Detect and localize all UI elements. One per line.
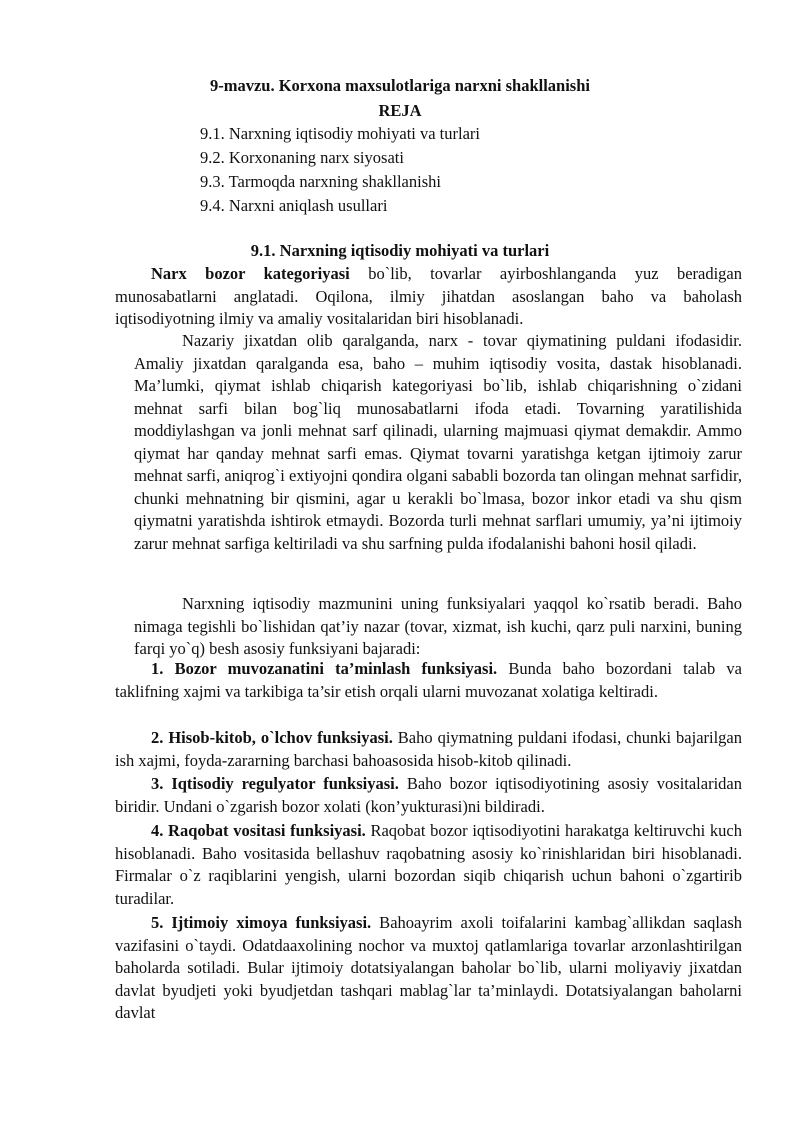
function-title: 2. Hisob-kitob, o`lchov funksiyasi. xyxy=(151,728,393,747)
term-bold: Narx bozor kategoriyasi xyxy=(151,264,350,283)
plan-item: 9.2. Korxonaning narx siyosati xyxy=(200,148,404,167)
plan-heading: REJA xyxy=(378,101,422,120)
function-title: 3. Iqtisodiy regulyator funksiyasi. xyxy=(151,774,399,793)
paragraph: Narxning iqtisodiy mazmunini uning funksiyalari yaqqol ko`rsatib beradi. Baho nimaga tegishli bo`lishidan qat’iy nazar (tovar, xizmat, ish kuchi, qarz puli narxini, buning farqi yo`q) besh asosiy funksiyani bajaradi: xyxy=(134,594,742,658)
plan-item: 9.4. Narxni aniqlash usullari xyxy=(200,196,388,215)
plan-item: 9.3. Tarmoqda narxning shakllanishi xyxy=(200,172,441,191)
function-item xyxy=(115,820,742,910)
paragraph xyxy=(115,263,742,331)
function-text: Raqobat bozor iqtisodiyotini harakatga keltiruvchi kuch hisoblanadi. Baho vositasida bellashuv raqobatning asosiy ko`rinishlaridan biri hisoblanadi. Firmalar o`z raqiblarini yengish, ularni bozordan siqib chiqarish uchun bahoni o`zgartirib turadilar. xyxy=(115,821,742,908)
function-text: Baho bozor iqtisodiyotining asosiy vositalaridan biridir. Undani o`zgarish bozor xolati (kon’yukturasi)ni bildiradi. xyxy=(115,774,742,816)
function-text: Bahoayrim axoli toifalarini kambag`allikdan saqlash vazifasini o`taydi. Odatdaaxolining nochor va muxtoj qatlamlariga tovarlar arzonlashtirilgan baholarda sotiladi. Bular ijtimoiy dotatsiyalangan baholar bo`lib, ularni moliyaviy jixatdan davlat byudjeti yoki byudjetdan tashqari mablag`lar ta’minlaydi. Dotatsiyalangan baholarni davlat xyxy=(115,913,742,1022)
function-item xyxy=(115,658,742,703)
function-title: 4. Raqobat vositasi funksiyasi. xyxy=(151,821,366,840)
paragraph: Nazariy jixatdan olib qaralganda, narx - tovar qiymatining puldani ifodasidir. Amaliy jixatdan qaralganda esa, baho – muhim iqtisodiy vosita, dastak hisoblanadi. Ma’lumki, qiymat ishlab chiqarish kategoriyasi bo`lib, ishlab chiqarishning o`zidani mehnat sarfi bilan bog`liq munosabatlarni ifoda etadi. Tovarning yaratilishida moddiylashgan va jonli mehnat sarf qilinadi, ularning majmuasi qiymat demakdir. Ammo qiymat har qanday mehnat sarfi emas. Qiymat tovarni yaratishga ketgan ijtimoiy zarur mehnat sarfi, aniqrog`i extiyojni qondira olgani sababli bozorda tan olingan mehnat sarfidir, chunki mehnatning bir qismini, agar u kerakli bo`lmasa, bozor inkor etadi va shu qism qiymatni yaratishda ishtirok etmaydi. Bozorda turli mehnat sarflari umumiy, ya’ni ijtimoiy zarur mehnat sarfiga keltiriladi va shu sarfning pulda ifodalanishi bahoni hosil qiladi. xyxy=(134,331,742,553)
function-title: 1. Bozor muvozanatini ta’minlash funksiyasi. xyxy=(151,659,498,678)
function-title: 5. Ijtimoiy ximoya funksiyasi. xyxy=(151,913,372,932)
function-item xyxy=(115,773,742,818)
paragraph-text: bo`lib, tovarlar ayirboshlanganda yuz beradigan munosabatlarni anglatadi. Oqilona, ilmiy jihatdan asoslangan baho va baholash iqtisodiyotning ilmiy va amaliy vositalaridan biri hisoblanadi. xyxy=(115,264,742,328)
document-title: 9-mavzu. Korxona maxsulotlariga narxni shakllanishi xyxy=(209,76,590,95)
function-text: Bunda baho bozordani talab va taklifning xajmi va tarkibiga ta’sir etish orqali ularni muvozanat xolatiga keltiradi. xyxy=(115,659,742,701)
plan-item: 9.1. Narxning iqtisodiy mohiyati va turlari xyxy=(200,124,481,143)
function-text: Baho qiymatning puldani ifodasi, chunki bajarilgan ish xajmi, foyda-zararning barchasi bahoasosida hisob-kitob qilinadi. xyxy=(115,728,742,770)
function-item xyxy=(115,727,742,772)
section-title: 9.1. Narxning iqtisodiy mohiyati va turlari xyxy=(250,241,550,260)
function-item xyxy=(115,912,742,1025)
